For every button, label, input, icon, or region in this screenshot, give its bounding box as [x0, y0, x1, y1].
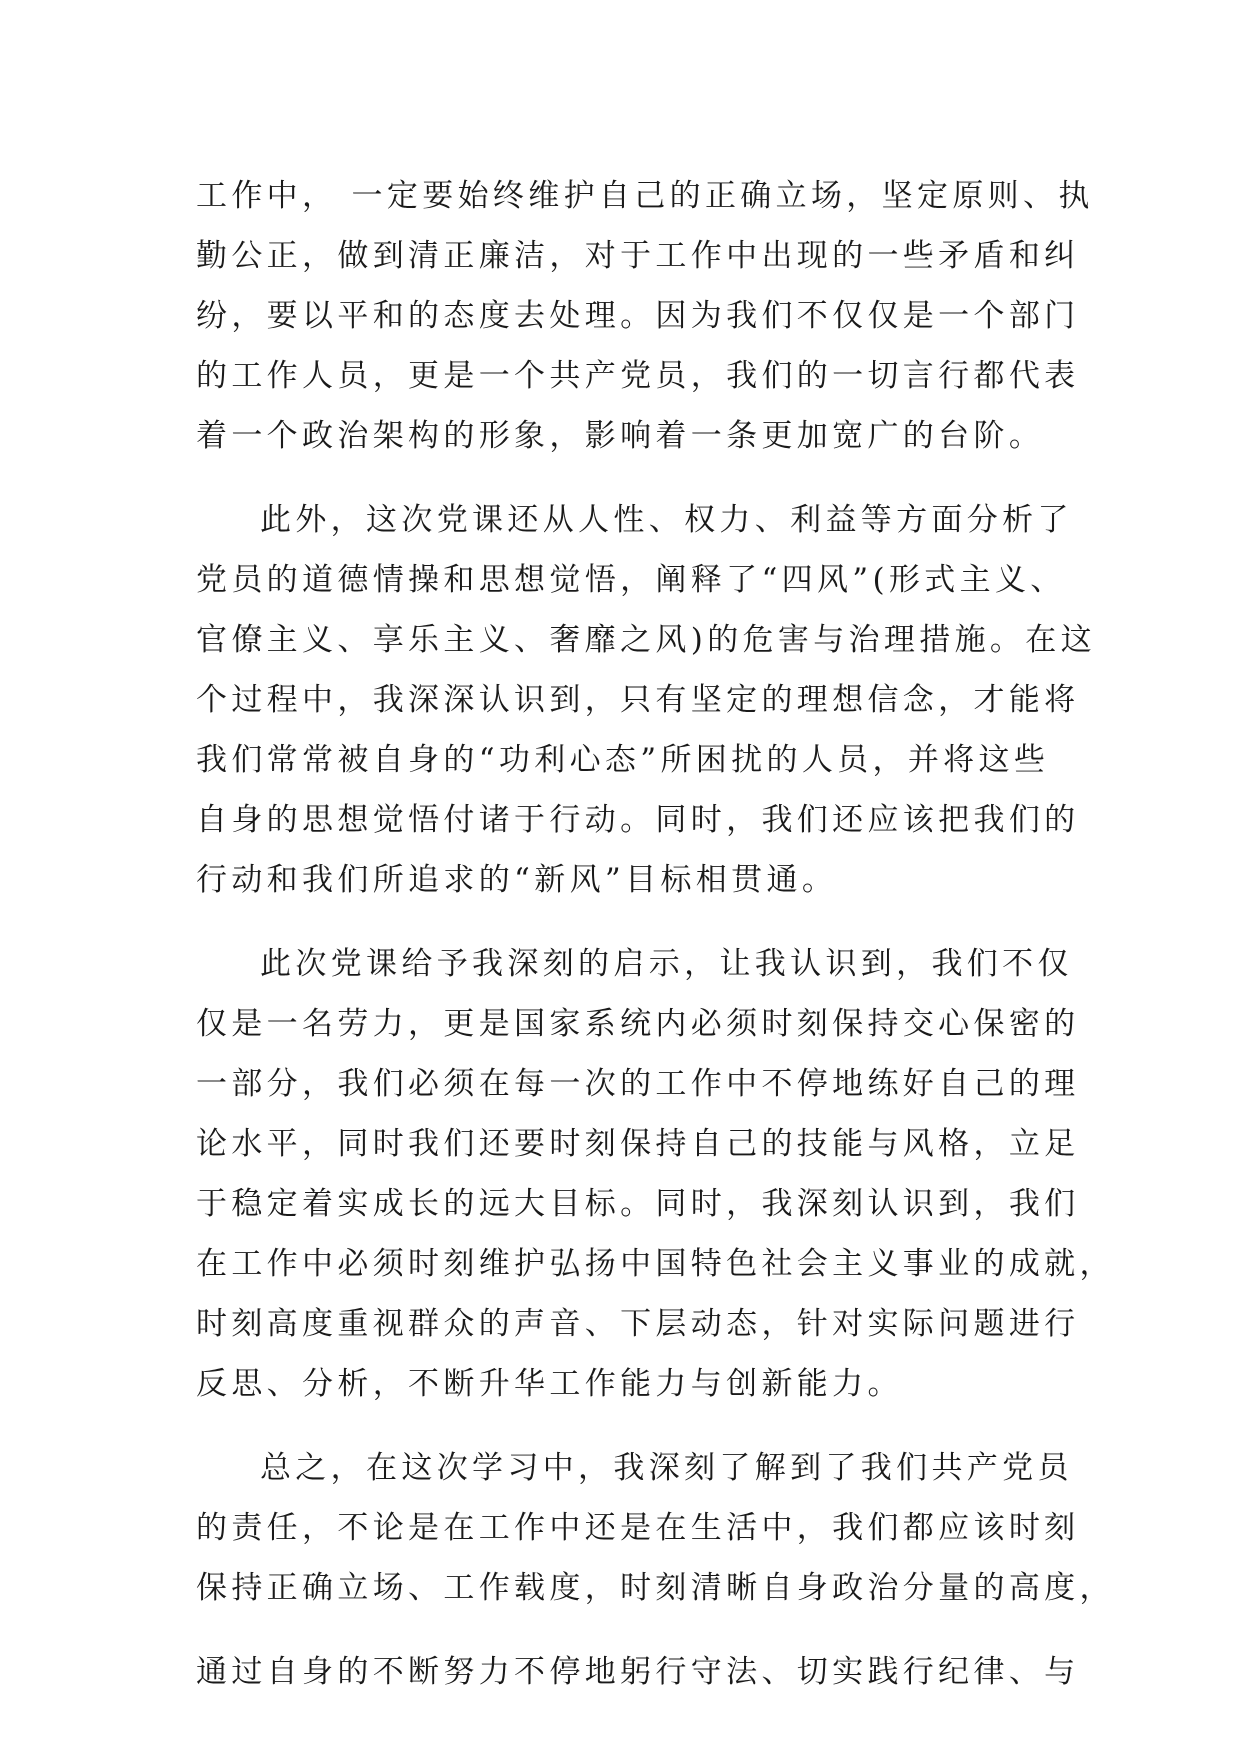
- text-line: 此外，这次党课还从人性、权力、利益等方面分析了: [260, 502, 1073, 538]
- text-line: 工作中， 一定要始终维护自己的正确立场，坚定原则、执: [196, 178, 1094, 214]
- paragraph-2: [196, 490, 1096, 910]
- paragraph-1: [196, 166, 1094, 466]
- text-line: 的责任，不论是在工作中还是在生活中，我们都应该时刻: [196, 1510, 1080, 1546]
- text-line: 行动和我们所追求的“新风”目标相贯通。: [196, 862, 838, 898]
- text-line: 个过程中，我深深认识到，只有坚定的理想信念，才能将: [196, 682, 1080, 718]
- text-line: 论水平，同时我们还要时刻保持自己的技能与风格，立足: [196, 1126, 1080, 1162]
- text-line: 此次党课给予我深刻的启示，让我认识到，我们不仅: [260, 946, 1073, 982]
- paragraph-4: [196, 1438, 1115, 1702]
- text-line: 保持正确立场、工作载度，时刻清晰自身政治分量的高度，: [196, 1570, 1115, 1606]
- text-line: 官僚主义、享乐主义、奢靡之风)的危害与治理措施。在这: [196, 622, 1096, 658]
- text-line: 勤公正，做到清正廉洁，对于工作中出现的一些矛盾和纠: [196, 238, 1080, 274]
- text-line: 党员的道德情操和思想觉悟，阐释了“四风”(形式主义、: [196, 562, 1066, 598]
- text-line: 的工作人员，更是一个共产党员，我们的一切言行都代表: [196, 358, 1080, 394]
- document-body: [196, 166, 1115, 1702]
- text-line: 一部分，我们必须在每一次的工作中不停地练好自己的理: [196, 1066, 1080, 1102]
- text-line: 自身的思想觉悟付诸于行动。同时，我们还应该把我们的: [196, 802, 1080, 838]
- text-line: 时刻高度重视群众的声音、下层动态，针对实际问题进行: [196, 1306, 1080, 1342]
- text-line: 于稳定着实成长的远大目标。同时，我深刻认识到，我们: [196, 1186, 1080, 1222]
- text-line: 我们常常被自身的“功利心态”所困扰的人员，并将这些: [196, 742, 1050, 778]
- text-line: 仅是一名劳力，更是国家系统内必须时刻保持交心保密的: [196, 1006, 1080, 1042]
- text-line: 反思、分析，不断升华工作能力与创新能力。: [196, 1366, 903, 1402]
- text-line: 通过自身的不断努力不停地躬行守法、切实践行纪律、与: [196, 1654, 1080, 1690]
- paragraph-3: [196, 934, 1115, 1414]
- text-line: 在工作中必须时刻维护弘扬中国特色社会主义事业的成就，: [196, 1246, 1115, 1282]
- text-line: 总之，在这次学习中，我深刻了解到了我们共产党员: [260, 1450, 1073, 1486]
- text-line: 纷，要以平和的态度去处理。因为我们不仅仅是一个部门: [196, 298, 1080, 334]
- text-line: 着一个政治架构的形象，影响着一条更加宽广的台阶。: [196, 418, 1045, 454]
